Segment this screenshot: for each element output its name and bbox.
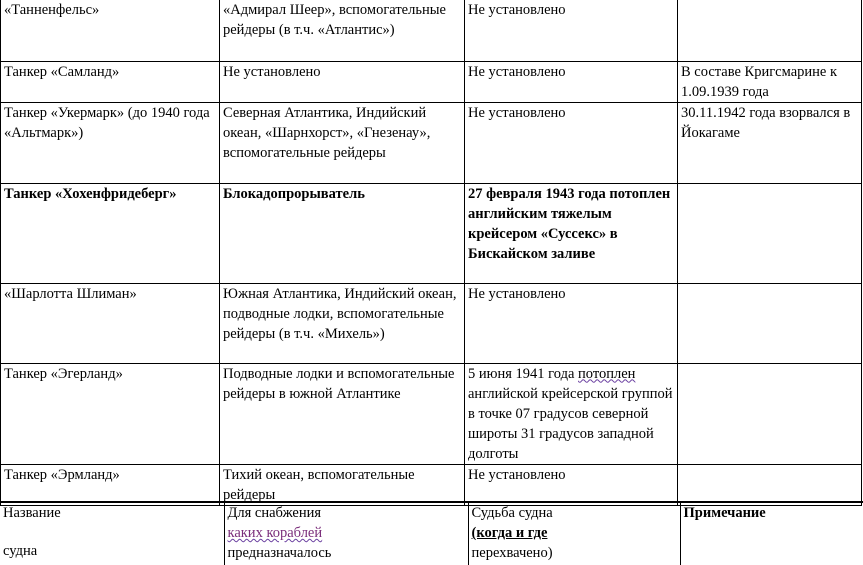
ship-name-cell: Танкер «Эрмланд» (1, 464, 220, 505)
note-cell: 30.11.1942 года взорвался в Йокагаме (678, 102, 862, 183)
fate-cell: 27 февраля 1943 года потоплен английским тяжелым крейсером «Суссекс» в Бискайском заливе (465, 183, 678, 283)
table-row (1, 102, 862, 183)
supply-cell: Блокадопрорыватель (220, 183, 465, 283)
header-fate-line1: Судьба судна (471, 505, 553, 521)
supply-cell: Не установлено (220, 61, 465, 102)
fate-text-start: 5 июня 1941 года (468, 365, 579, 382)
note-cell (678, 283, 862, 363)
ship-name-cell: «Танненфельс» (1, 0, 220, 61)
header-supply-line1: Для снабжения (227, 505, 322, 521)
supply-cell: Тихий океан, вспомогательные рейдеры (220, 464, 465, 505)
header-fate-line2: (когда и где (471, 525, 548, 541)
header-supply-line2: каких кораблей (227, 525, 323, 541)
fate-cell: Не установлено (465, 0, 678, 61)
fate-cell: Не установлено (465, 61, 678, 102)
supply-cell: Подводные лодки и вспомогательные рейдеры в южной Атлантике (220, 363, 465, 464)
header-ship-name (0, 502, 224, 565)
note-cell (678, 363, 862, 464)
fate-cell: Не установлено (465, 283, 678, 363)
table-row (1, 61, 862, 102)
header-note: Примечание (680, 502, 863, 565)
supply-cell: Южная Атлантика, Индийский океан, подводные лодки, вспомогательные рейдеры (в т.ч. «Михель») (220, 283, 465, 363)
header-fate-line3: перехвачено) (471, 545, 553, 561)
header-supply (224, 502, 468, 565)
header-fate (468, 502, 680, 565)
table-row (1, 183, 862, 283)
table-row (1, 464, 862, 505)
supply-cell: Северная Атлантика, Индийский океан, «Шарнхорст», «Гнезенау», вспомогательные рейдеры (220, 102, 465, 183)
table-row (1, 283, 862, 363)
supply-cell: «Адмирал Шеер», вспомогательные рейдеры (в т.ч. «Атлантис») (220, 0, 465, 61)
note-cell (678, 0, 862, 61)
header-name-line1: Название (3, 505, 61, 521)
header-row (0, 502, 863, 565)
header-name-line2: судна (3, 543, 38, 559)
header-supply-line3: предназначалось (227, 545, 332, 561)
spellcheck-underlined-word: потоплен (578, 365, 636, 382)
ship-name-cell: Танкер «Самланд» (1, 61, 220, 102)
note-cell: В составе Кригсмарине к 1.09.1939 года (678, 61, 862, 102)
note-cell (678, 183, 862, 283)
fate-text-end: английской крейсерской группой в точке 07 градусов северной широты 31 градусов западной долготы (468, 385, 673, 462)
fate-cell: Не установлено (465, 464, 678, 505)
ship-name-cell: Танкер «Укермарк» (до 1940 года «Альтмарк») (1, 102, 220, 183)
ship-name-cell: Танкер «Эгерланд» (1, 363, 220, 464)
column-header-table (0, 501, 863, 565)
fate-cell: Не установлено (465, 102, 678, 183)
table-row (1, 0, 862, 61)
table-row (1, 363, 862, 464)
fate-cell (465, 363, 678, 464)
note-cell (678, 464, 862, 505)
ship-name-cell: «Шарлотта Шлиман» (1, 283, 220, 363)
ship-name-cell: Танкер «Хохенфридеберг» (1, 183, 220, 283)
